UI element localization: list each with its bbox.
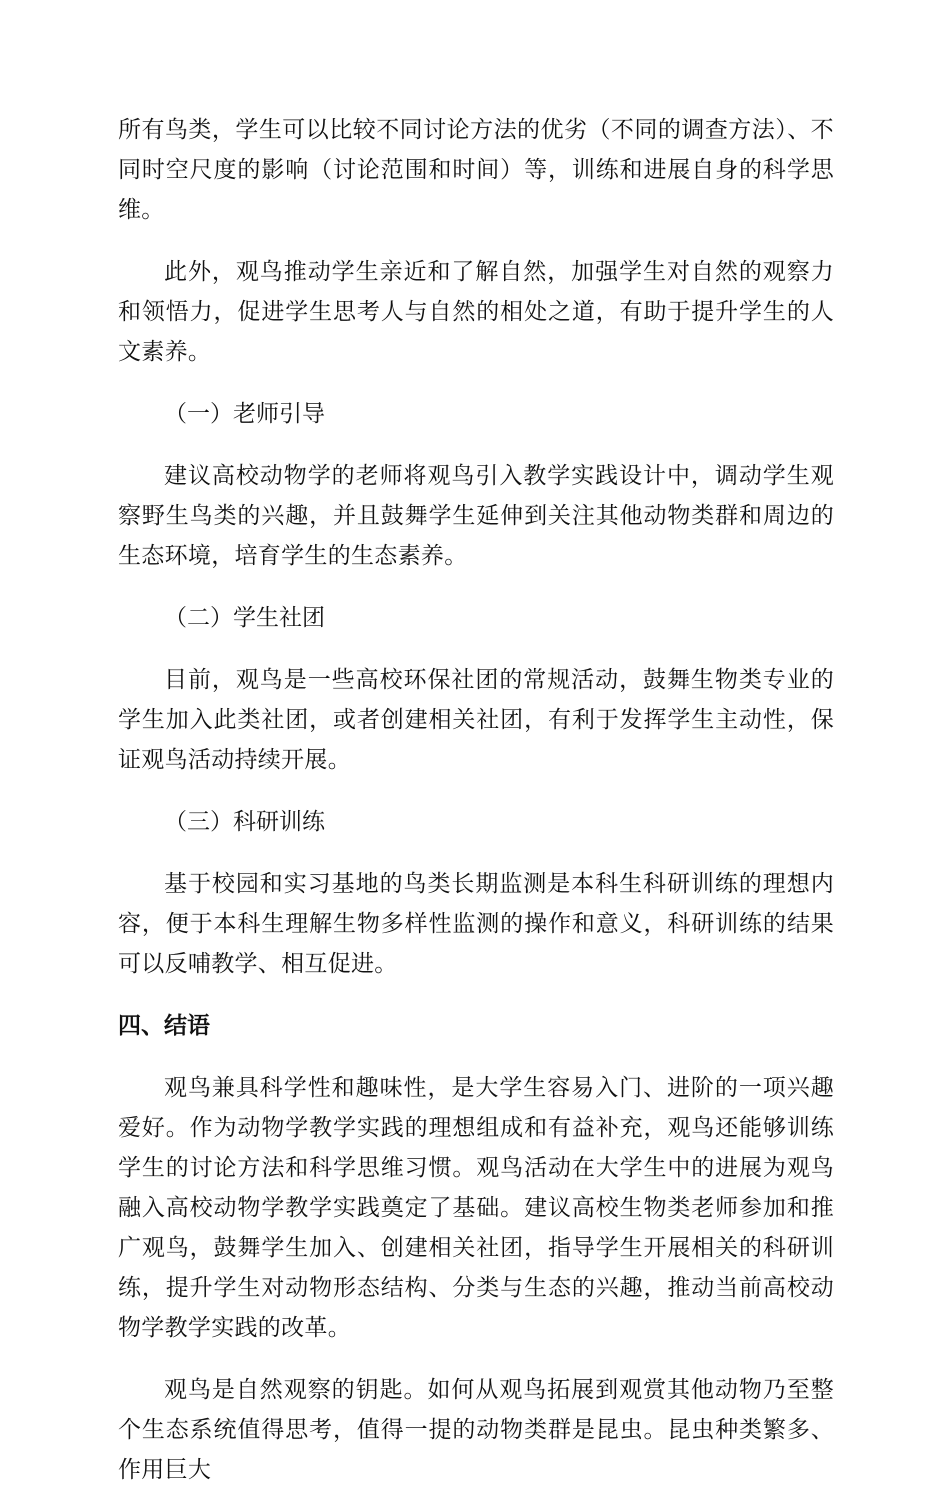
paragraph-insects: 观鸟是自然观察的钥匙。如何从观鸟拓展到观赏其他动物乃至整个生态系统值得思考，值得一提的动物类群是昆虫。昆虫种类繁多、作用巨大 <box>118 1377 834 1483</box>
paragraph-student-clubs: 目前，观鸟是一些高校环保社团的常规活动，鼓舞生物类专业的学生加入此类社团，或者创建相关社团，有利于发挥学生主动性，保证观鸟活动持续开展。 <box>118 667 834 773</box>
document-body <box>118 110 834 1490</box>
paragraph-humanities: 此外，观鸟推动学生亲近和了解自然，加强学生对自然的观察力和领悟力，促进学生思考人与自然的相处之道，有助于提升学生的人文素养。 <box>118 259 834 365</box>
subheading-teacher-guidance: （一）老师引导 <box>164 401 325 427</box>
subheading-research-training: （三）科研训练 <box>164 809 325 835</box>
paragraph-continued: 所有鸟类，学生可以比较不同讨论方法的优劣（不同的调查方法）、不同时空尺度的影响（讨论范围和时间）等，训练和进展自身的科学思维。 <box>118 117 834 223</box>
paragraph-conclusion: 观鸟兼具科学性和趣味性，是大学生容易入门、进阶的一项兴趣爱好。作为动物学教学实践的理想组成和有益补充，观鸟还能够训练学生的讨论方法和科学思维习惯。观鸟活动在大学生中的进展为观鸟融入高校动物学教学实践奠定了基础。建议高校生物类老师参加和推广观鸟，鼓舞学生加入、创建相关社团，指导学生开展相关的科研训练，提升学生对动物形态结构、分类与生态的兴趣，推动当前高校动物学教学实践的改革。 <box>118 1075 834 1341</box>
paragraph-research-training: 基于校园和实习基地的鸟类长期监测是本科生科研训练的理想内容，便于本科生理解生物多样性监测的操作和意义，科研训练的结果可以反哺教学、相互促进。 <box>118 871 834 977</box>
section-heading-conclusion: 四、结语 <box>118 1013 210 1039</box>
paragraph-teacher-guidance: 建议高校动物学的老师将观鸟引入教学实践设计中，调动学生观察野生鸟类的兴趣，并且鼓舞学生延伸到关注其他动物类群和周边的生态环境，培育学生的生态素养。 <box>118 463 834 569</box>
subheading-student-clubs: （二）学生社团 <box>164 605 325 631</box>
